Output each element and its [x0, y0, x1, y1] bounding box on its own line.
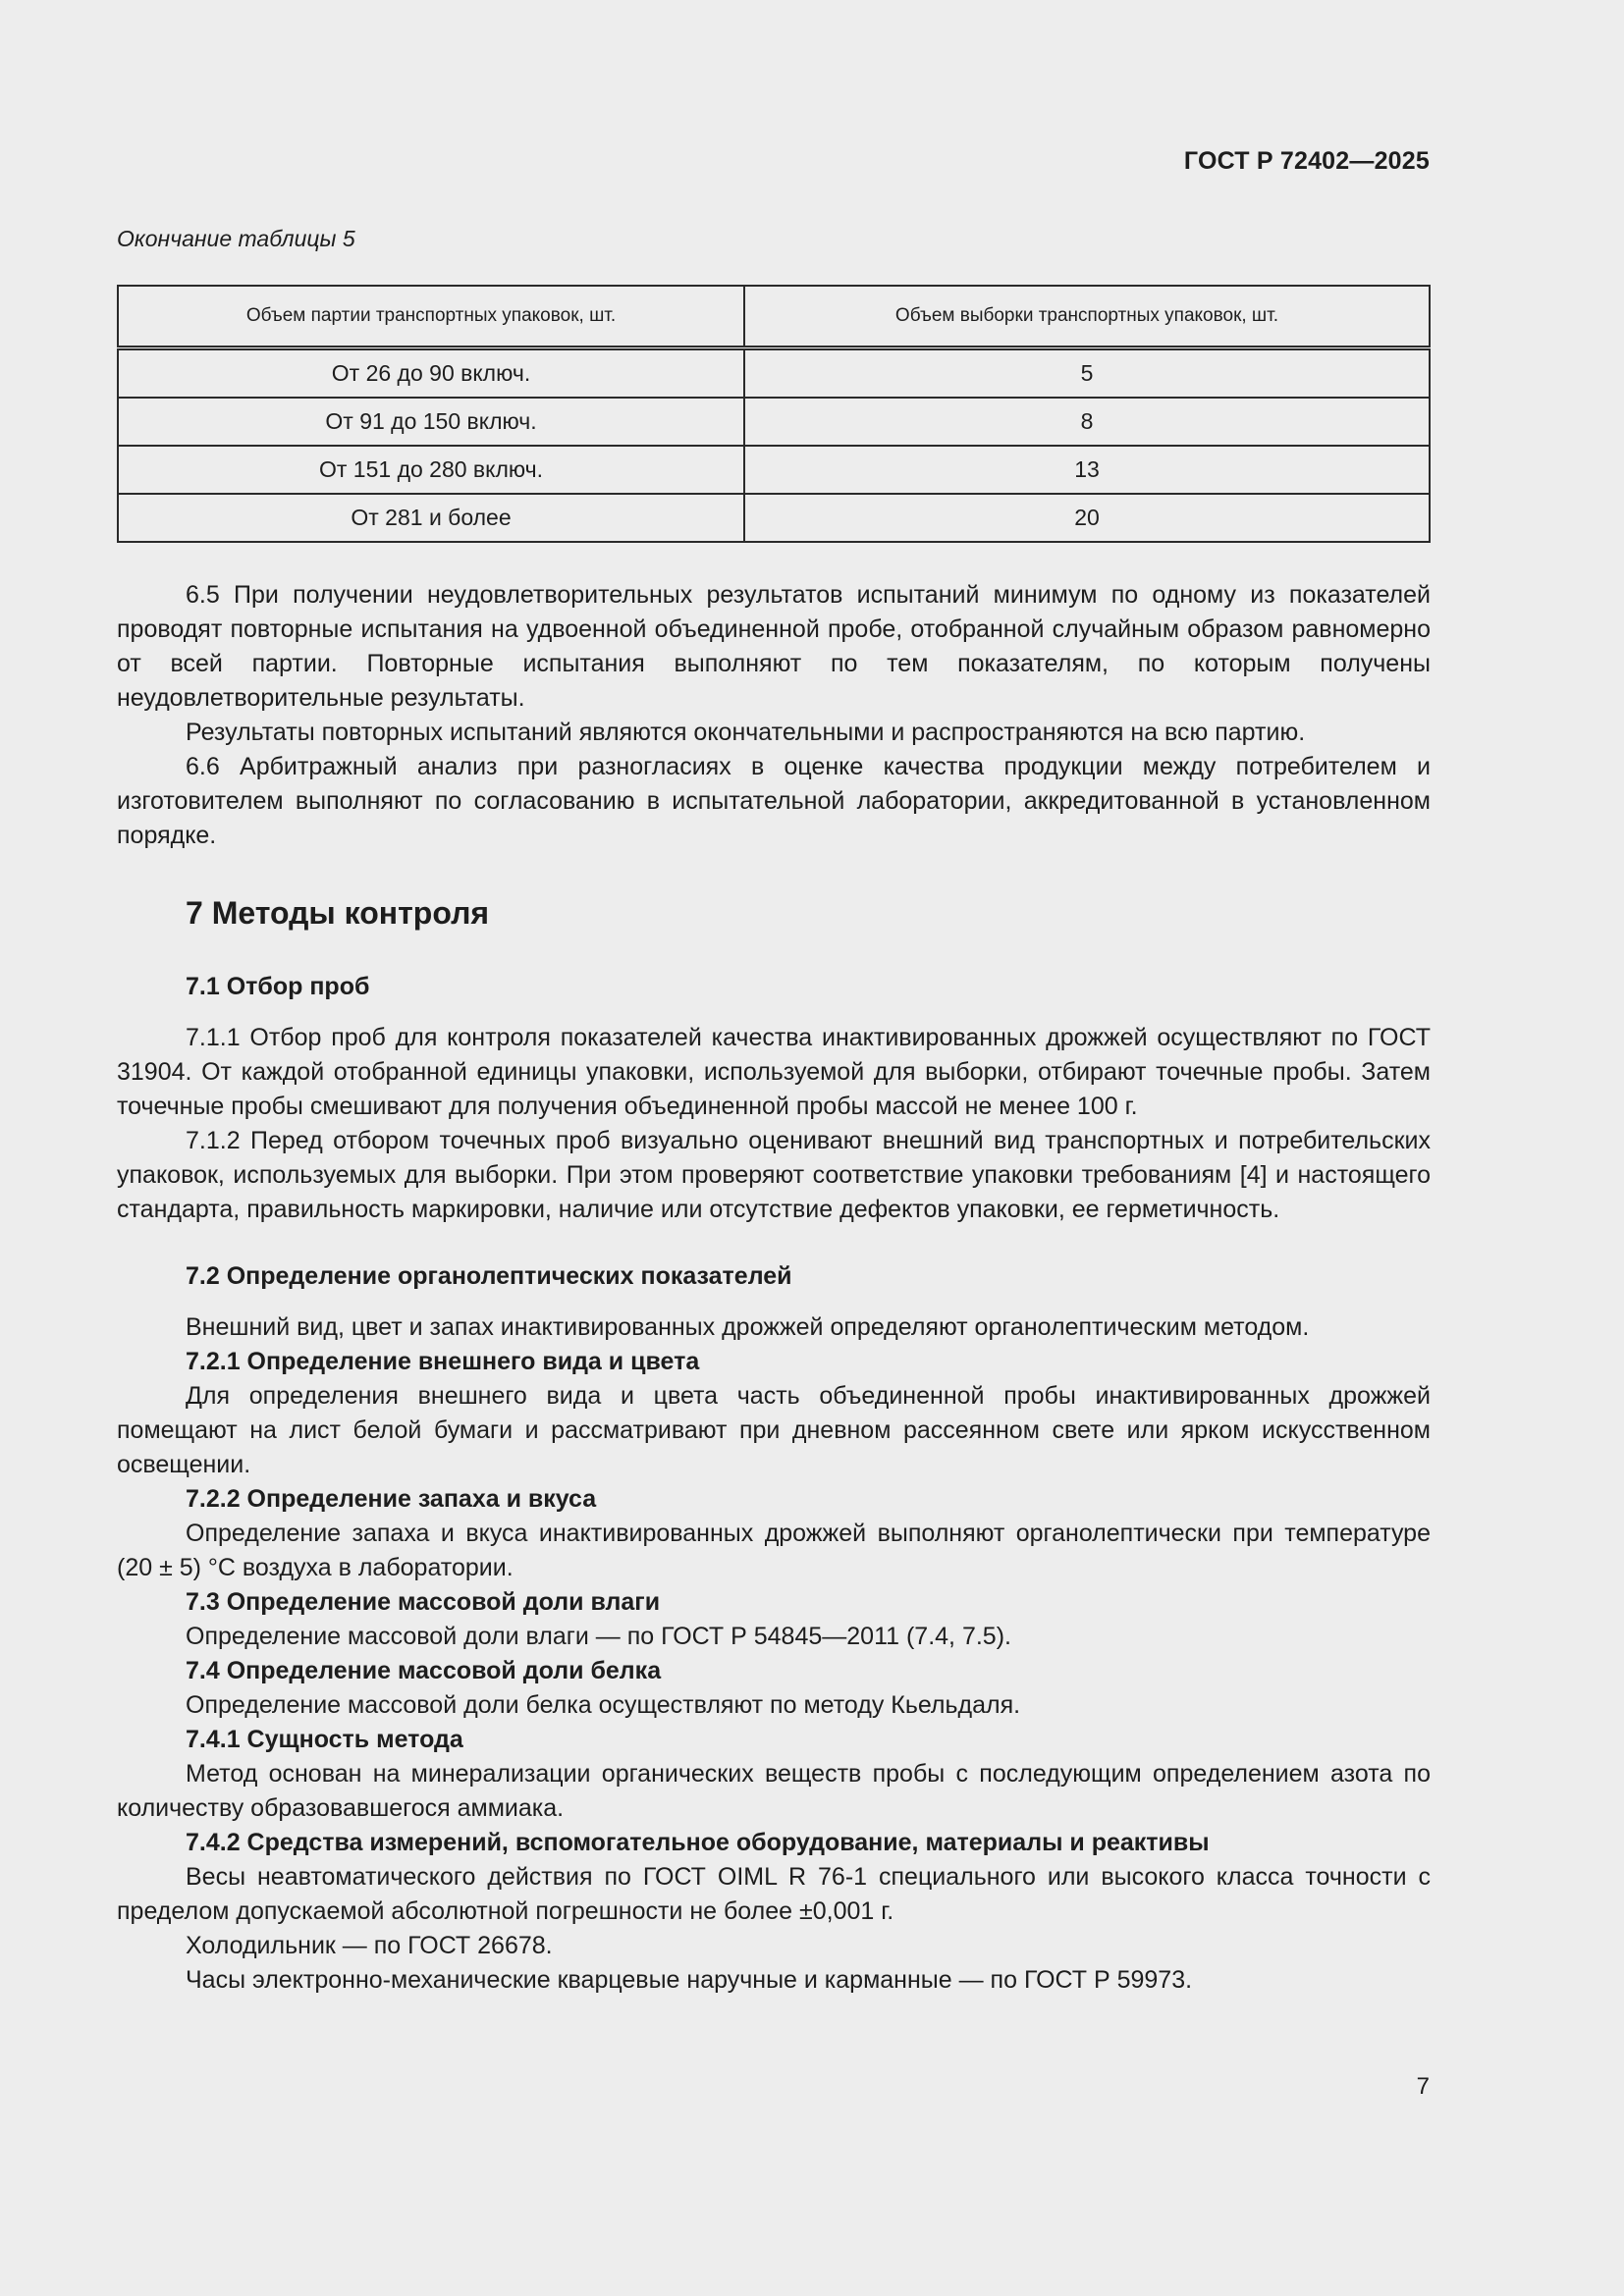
section-heading: 7 Методы контроля [186, 895, 490, 931]
table-cell: 8 [744, 398, 1430, 446]
paragraph: Результаты повторных испытаний являются окончательными и распространяются на всю партию. [186, 719, 1306, 746]
paragraph: Определение массовой доли белка осуществляют по методу Кьельдаля. [186, 1691, 1021, 1719]
table-row [118, 398, 1430, 446]
paragraph: Внешний вид, цвет и запах инактивированных дрожжей определяют органолептическим методом. [186, 1313, 1310, 1341]
clause-heading: 7.2.2 Определение запаха и вкуса [186, 1485, 597, 1513]
table-row [118, 446, 1430, 494]
subsection-heading: 7.1 Отбор проб [186, 973, 370, 1000]
paragraph: Весы неавтоматического действия по ГОСТ OIML R 76-1 специального или высокого класса точности с пределом допускаемой абсолютной погрешности не более ±0,001 г. [117, 1863, 1431, 1925]
sample-size-table [117, 285, 1431, 543]
page-number: 7 [1416, 2073, 1430, 2100]
clause-heading: 7.4 Определение массовой доли белка [186, 1657, 662, 1684]
paragraph: Для определения внешнего вида и цвета часть объединенной пробы инактивированных дрожжей помещают на лист белой бумаги и рассматривают при дневном рассеянном свете или ярком искусственном освещении. [117, 1382, 1431, 1478]
clause-heading: 7.4.2 Средства измерений, вспомогательное оборудование, материалы и реактивы [186, 1829, 1210, 1856]
table-caption: Окончание таблицы 5 [117, 226, 355, 251]
document-body [117, 578, 1431, 1998]
table-cell: 20 [744, 494, 1430, 542]
table-cell: От 91 до 150 включ. [118, 398, 744, 446]
column-header: Объем выборки транспортных упаковок, шт. [744, 286, 1430, 348]
paragraph: Холодильник — по ГОСТ 26678. [186, 1932, 553, 1959]
paragraph: Определение запаха и вкуса инактивированных дрожжей выполняют органолептически при температуре (20 ± 5) °С воздуха в лаборатории. [117, 1520, 1431, 1581]
clause-heading: 7.4.1 Сущность метода [186, 1726, 463, 1753]
paragraph: Часы электронно-механические кварцевые наручные и карманные — по ГОСТ Р 59973. [186, 1966, 1193, 1994]
table-cell: От 151 до 280 включ. [118, 446, 744, 494]
paragraph: 6.6 Арбитражный анализ при разногласиях в оценке качества продукции между потребителем и изготовителем выполняют по согласованию в испытательной лаборатории, аккредитованной в установленном порядке. [117, 753, 1431, 849]
paragraph: 6.5 При получении неудовлетворительных результатов испытаний минимум по одному из показателей проводят повторные испытания на удвоенной объединенной пробе, отобранной случайным образом равномерно от всей партии. Повторные испытания выполняют по тем показателям, по которым получены неудовлетворительные результаты. [117, 581, 1431, 712]
table-header-row [118, 286, 1430, 348]
table-cell: 13 [744, 446, 1430, 494]
table-row [118, 348, 1430, 399]
paragraph: 7.1.1 Отбор проб для контроля показателей качества инактивированных дрожжей осуществляют по ГОСТ 31904. От каждой отобранной единицы упаковки, используемой для выборки, отбирают точечные пробы. Затем точечные пробы смешивают для получения объединенной пробы массой не менее 100 г. [117, 1024, 1431, 1120]
table-cell: От 281 и более [118, 494, 744, 542]
table-cell: 5 [744, 348, 1430, 399]
table-row [118, 494, 1430, 542]
clause-heading: 7.3 Определение массовой доли влаги [186, 1588, 661, 1616]
clause-heading: 7.2.1 Определение внешнего вида и цвета [186, 1348, 700, 1375]
paragraph: 7.1.2 Перед отбором точечных проб визуально оценивают внешний вид транспортных и потребительских упаковок, используемых для выборки. При этом проверяют соответствие упаковки требованиям [4] и настоящего стандарта, правильность маркировки, наличие или отсутствие дефектов упаковки, ее герметичность. [117, 1127, 1431, 1223]
table-cell: От 26 до 90 включ. [118, 348, 744, 399]
paragraph: Определение массовой доли влаги — по ГОСТ Р 54845—2011 (7.4, 7.5). [186, 1623, 1011, 1650]
column-header: Объем партии транспортных упаковок, шт. [118, 286, 744, 348]
document-id: ГОСТ Р 72402—2025 [1183, 147, 1430, 175]
paragraph: Метод основан на минерализации органических веществ пробы с последующим определением азота по количеству образовавшегося аммиака. [117, 1760, 1431, 1822]
subsection-heading: 7.2 Определение органолептических показателей [186, 1262, 792, 1290]
